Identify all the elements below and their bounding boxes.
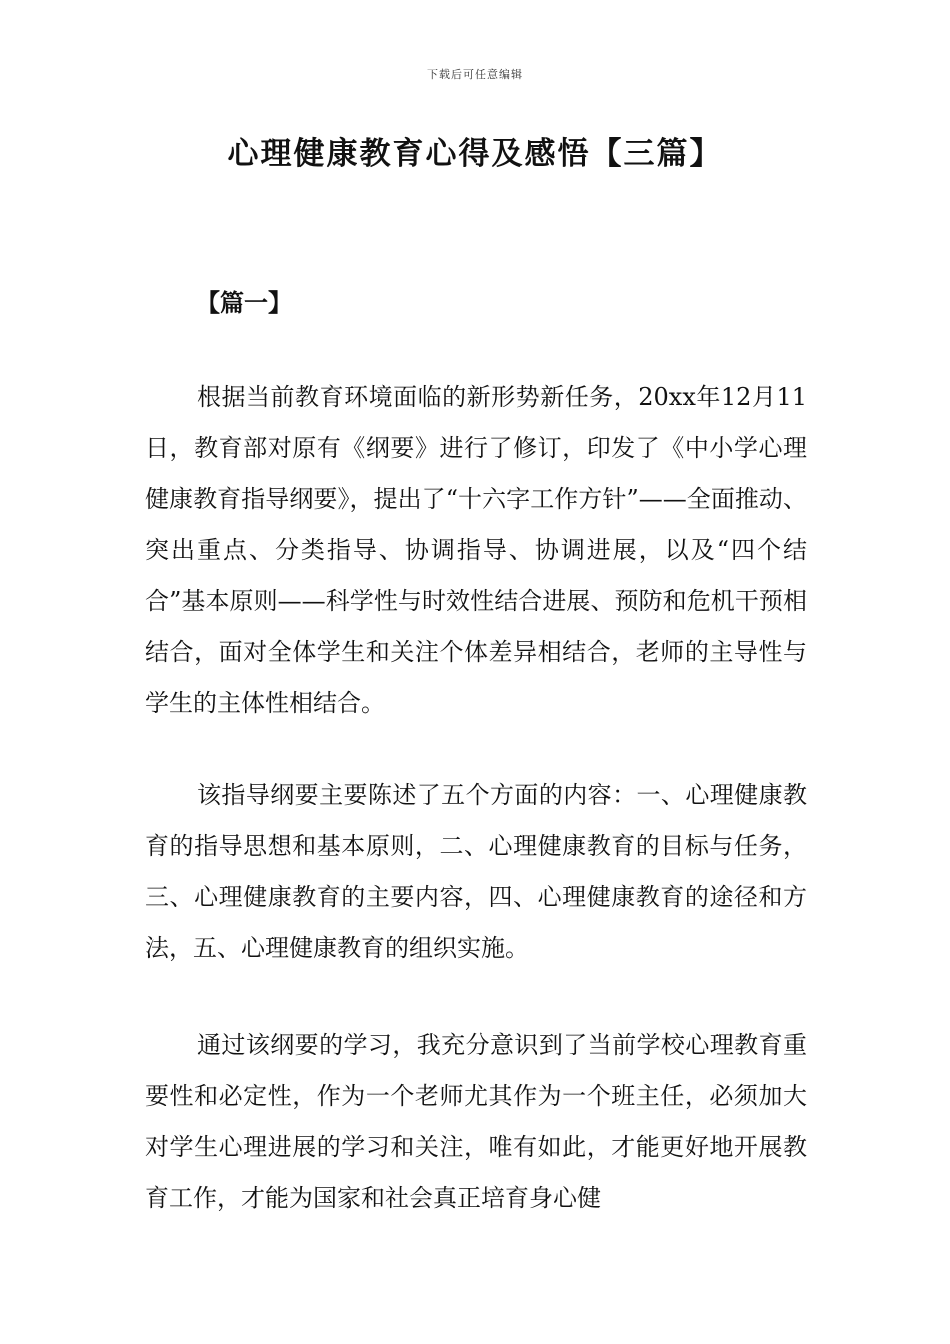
document-title: 心理健康教育心得及感悟【三篇】 — [227, 136, 723, 172]
paragraph-1: 根据当前教育环境面临的新形势新任务，20xx年12月11日，教育部对原有《纲要》进行了修订，印发了《中小学心理健康教育指导纲要》，提出了“十六字工作方针”——全面推动、突出重点、分类指导、协调指导、协调进展，以及“四个结合”基本原则——科学性与时效性结合进展、预防和危机干预相结合，面对全体学生和关注个体差异相结合，老师的主导性与学生的主体性相结合。 — [145, 383, 807, 717]
paragraph-2: 该指导纲要主要陈述了五个方面的内容：一、心理健康教育的指导思想和基本原则，二、心理健康教育的目标与任务，三、心理健康教育的主要内容，四、心理健康教育的途径和方法，五、心理健康教育的组织实施。 — [145, 781, 807, 962]
section-heading: 【篇一】 — [196, 288, 292, 317]
paragraph-3: 通过该纲要的学习，我充分意识到了当前学校心理教育重要性和必定性，作为一个老师尤其作为一个班主任，必须加大对学生心理进展的学习和关注，唯有如此，才能更好地开展教育工作，才能为国家和社会真正培育身心健 — [145, 1031, 807, 1212]
header-note: 下载后可任意编辑 — [427, 68, 523, 81]
